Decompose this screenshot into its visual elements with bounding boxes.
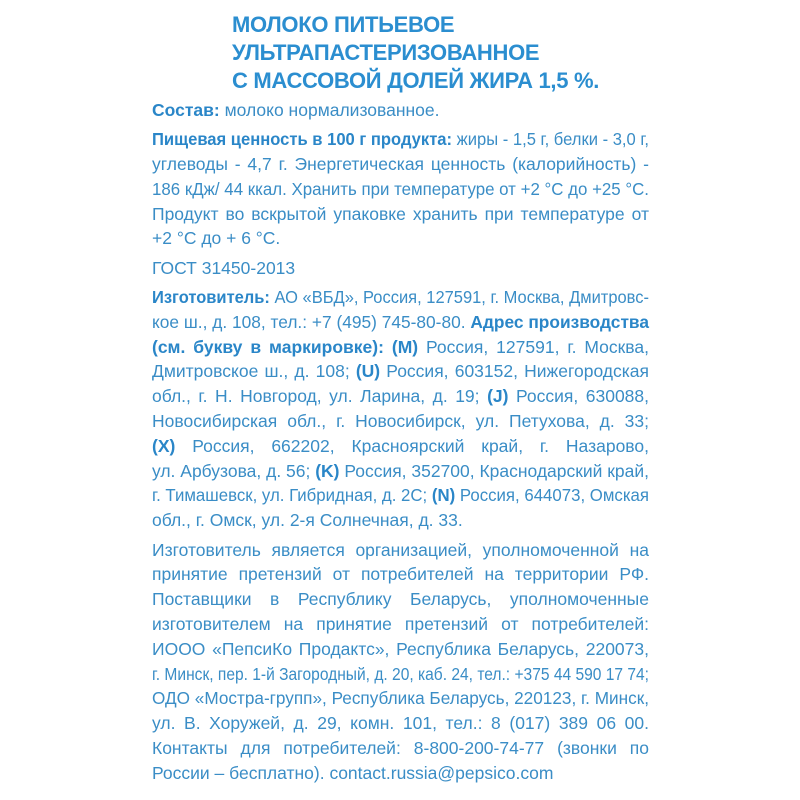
text-line-content bbox=[152, 409, 649, 434]
text-line-content bbox=[152, 538, 649, 563]
bold-label: (U) bbox=[355, 361, 387, 382]
paragraph bbox=[152, 538, 649, 786]
text-line bbox=[152, 562, 649, 587]
title-line: МОЛОКО ПИТЬЕВОЕ bbox=[232, 12, 455, 37]
paragraph bbox=[152, 127, 649, 251]
text-line bbox=[152, 256, 649, 281]
text-line bbox=[152, 711, 649, 736]
bold-label: (см. букву в маркировке): (M) bbox=[152, 336, 427, 357]
text-line bbox=[152, 409, 649, 434]
text-line-content bbox=[152, 226, 280, 251]
text-segment: Россия, 630088, bbox=[515, 386, 650, 407]
text-line-content bbox=[152, 434, 649, 459]
text-line-content bbox=[152, 761, 553, 786]
bold-label: (N) bbox=[431, 485, 460, 506]
text-line-content bbox=[152, 508, 463, 533]
text-segment: России – бесплатно). contact.russia@pepsico.com bbox=[152, 762, 554, 783]
text-line bbox=[152, 359, 649, 384]
text-line-content bbox=[152, 98, 440, 123]
text-segment: Изготовитель является организацией, уполномоченной на bbox=[152, 539, 649, 560]
text-line-content bbox=[152, 459, 649, 484]
text-segment: жиры - 1,5 г, белки - 3,0 г, bbox=[456, 129, 649, 150]
text-line-content bbox=[152, 384, 649, 409]
text-segment: обл., г. Н. Новгород, ул. Ларина, д. 19; bbox=[152, 386, 488, 407]
text-segment: ГОСТ 31450-2013 bbox=[152, 257, 296, 278]
text-line-content bbox=[152, 202, 649, 227]
text-line-content bbox=[152, 562, 649, 587]
text-line-content bbox=[152, 127, 649, 152]
text-line bbox=[152, 508, 649, 533]
text-segment: ул. Арбузова, д. 56; bbox=[152, 460, 316, 481]
text-line-content bbox=[152, 177, 649, 202]
text-line bbox=[152, 612, 649, 637]
text-line-content bbox=[152, 310, 649, 335]
bold-label: (J) bbox=[487, 386, 516, 407]
text-segment: изготовителем на принятие претензий от потребителей: bbox=[152, 613, 649, 634]
text-segment: ИООО «ПепсиКо Продактс», Республика Беларусь, 220073, bbox=[152, 638, 649, 659]
text-segment: обл., г. Омск, ул. 2-я Солнечная, д. 33. bbox=[152, 510, 463, 531]
text-segment: ОДО «Мостра-групп», Республика Беларусь, 220123, г. Минск, bbox=[152, 688, 649, 709]
text-segment: г. Минск, пер. 1-й Загородный, д. 20, каб. 24, тел.: +375 44 590 17 74; bbox=[152, 663, 649, 684]
text-segment: Россия, 127591, г. Москва, bbox=[426, 336, 649, 357]
text-line bbox=[152, 459, 649, 484]
paragraph bbox=[152, 256, 649, 281]
text-line-content bbox=[152, 686, 649, 711]
text-segment: молоко нормализованное. bbox=[224, 100, 440, 120]
title-line: С МАССОВОЙ ДОЛЕЙ ЖИРА 1,5 %. bbox=[232, 68, 600, 93]
text-line bbox=[152, 310, 649, 335]
text-line bbox=[152, 686, 649, 711]
text-line-content bbox=[152, 587, 649, 612]
label-text bbox=[152, 98, 649, 790]
text-line bbox=[152, 662, 649, 687]
text-segment: Новосибирская обл., г. Новосибирск, ул. Петухова, д. 33; bbox=[152, 411, 649, 432]
paragraph bbox=[152, 285, 649, 533]
text-line-content bbox=[152, 711, 649, 736]
text-line-content bbox=[152, 637, 649, 662]
text-segment: углеводы - 4,7 г. Энергетическая ценность (калорийность) - bbox=[152, 154, 649, 175]
text-line bbox=[152, 483, 649, 508]
text-line-content bbox=[152, 256, 295, 281]
text-line bbox=[152, 384, 649, 409]
bold-label: Адрес производства bbox=[470, 311, 649, 332]
product-title bbox=[232, 11, 599, 95]
text-line-content bbox=[152, 662, 649, 687]
text-line bbox=[152, 177, 649, 202]
text-segment: +2 °C до + 6 °C. bbox=[152, 228, 281, 249]
text-segment: Продукт во вскрытой упаковке хранить при температуре от bbox=[152, 203, 649, 224]
text-line bbox=[152, 285, 649, 310]
title-line: УЛЬТРАПАСТЕРИЗОВАННОЕ bbox=[232, 40, 540, 65]
text-line bbox=[152, 434, 649, 459]
bold-label: Изготовитель: bbox=[152, 287, 275, 308]
text-segment: Россия, 644073, Омская bbox=[459, 485, 649, 506]
text-segment: принятие претензий от потребителей на территории РФ. bbox=[152, 564, 649, 585]
text-line bbox=[152, 587, 649, 612]
bold-label: Пищевая ценность в 100 г продукта: bbox=[152, 129, 457, 150]
text-line bbox=[152, 226, 649, 251]
text-segment: Поставщики в Республику Беларусь, уполномоченные bbox=[152, 589, 649, 610]
text-segment: Россия, 603152, Нижегородская bbox=[386, 361, 649, 382]
text-line-content bbox=[152, 285, 649, 310]
text-line bbox=[152, 538, 649, 563]
text-segment: АО «ВБД», Россия, 127591, г. Москва, Дмитровс- bbox=[274, 287, 649, 308]
text-line-content bbox=[152, 483, 649, 508]
text-segment: Дмитровское ш., д. 108; bbox=[152, 361, 356, 382]
text-line bbox=[152, 202, 649, 227]
text-segment: ул. В. Хоружей, д. 29, комн. 101, тел.: 8 (017) 389 06 00. bbox=[152, 713, 649, 734]
bold-label: (X) bbox=[152, 435, 193, 456]
text-line-content bbox=[152, 612, 649, 637]
text-line bbox=[152, 761, 649, 786]
text-line-content bbox=[152, 335, 649, 360]
text-line-content bbox=[152, 736, 649, 761]
text-segment: Россия, 662202, Красноярский край, г. Назарово, bbox=[192, 435, 649, 456]
text-line bbox=[152, 736, 649, 761]
bold-label: Состав: bbox=[152, 100, 225, 120]
text-segment: г. Тимашевск, ул. Гибридная, д. 2С; bbox=[152, 485, 432, 506]
text-line bbox=[152, 127, 649, 152]
text-line-content bbox=[152, 152, 649, 177]
paragraph bbox=[152, 98, 649, 123]
text-line bbox=[152, 98, 649, 123]
text-line bbox=[152, 637, 649, 662]
text-segment: Контакты для потребителей: 8-800-200-74-77 (звонки по bbox=[152, 737, 649, 758]
text-line bbox=[152, 152, 649, 177]
text-line bbox=[152, 335, 649, 360]
text-line-content bbox=[152, 359, 649, 384]
text-segment: 186 кДж/ 44 ккал. Хранить при температуре от +2 °C до +25 °C. bbox=[152, 178, 649, 199]
text-segment: Россия, 352700, Краснодарский край, bbox=[344, 460, 649, 481]
text-segment: кое ш., д. 108, тел.: +7 (495) 745-80-80. bbox=[152, 311, 471, 332]
bold-label: (K) bbox=[315, 460, 345, 481]
